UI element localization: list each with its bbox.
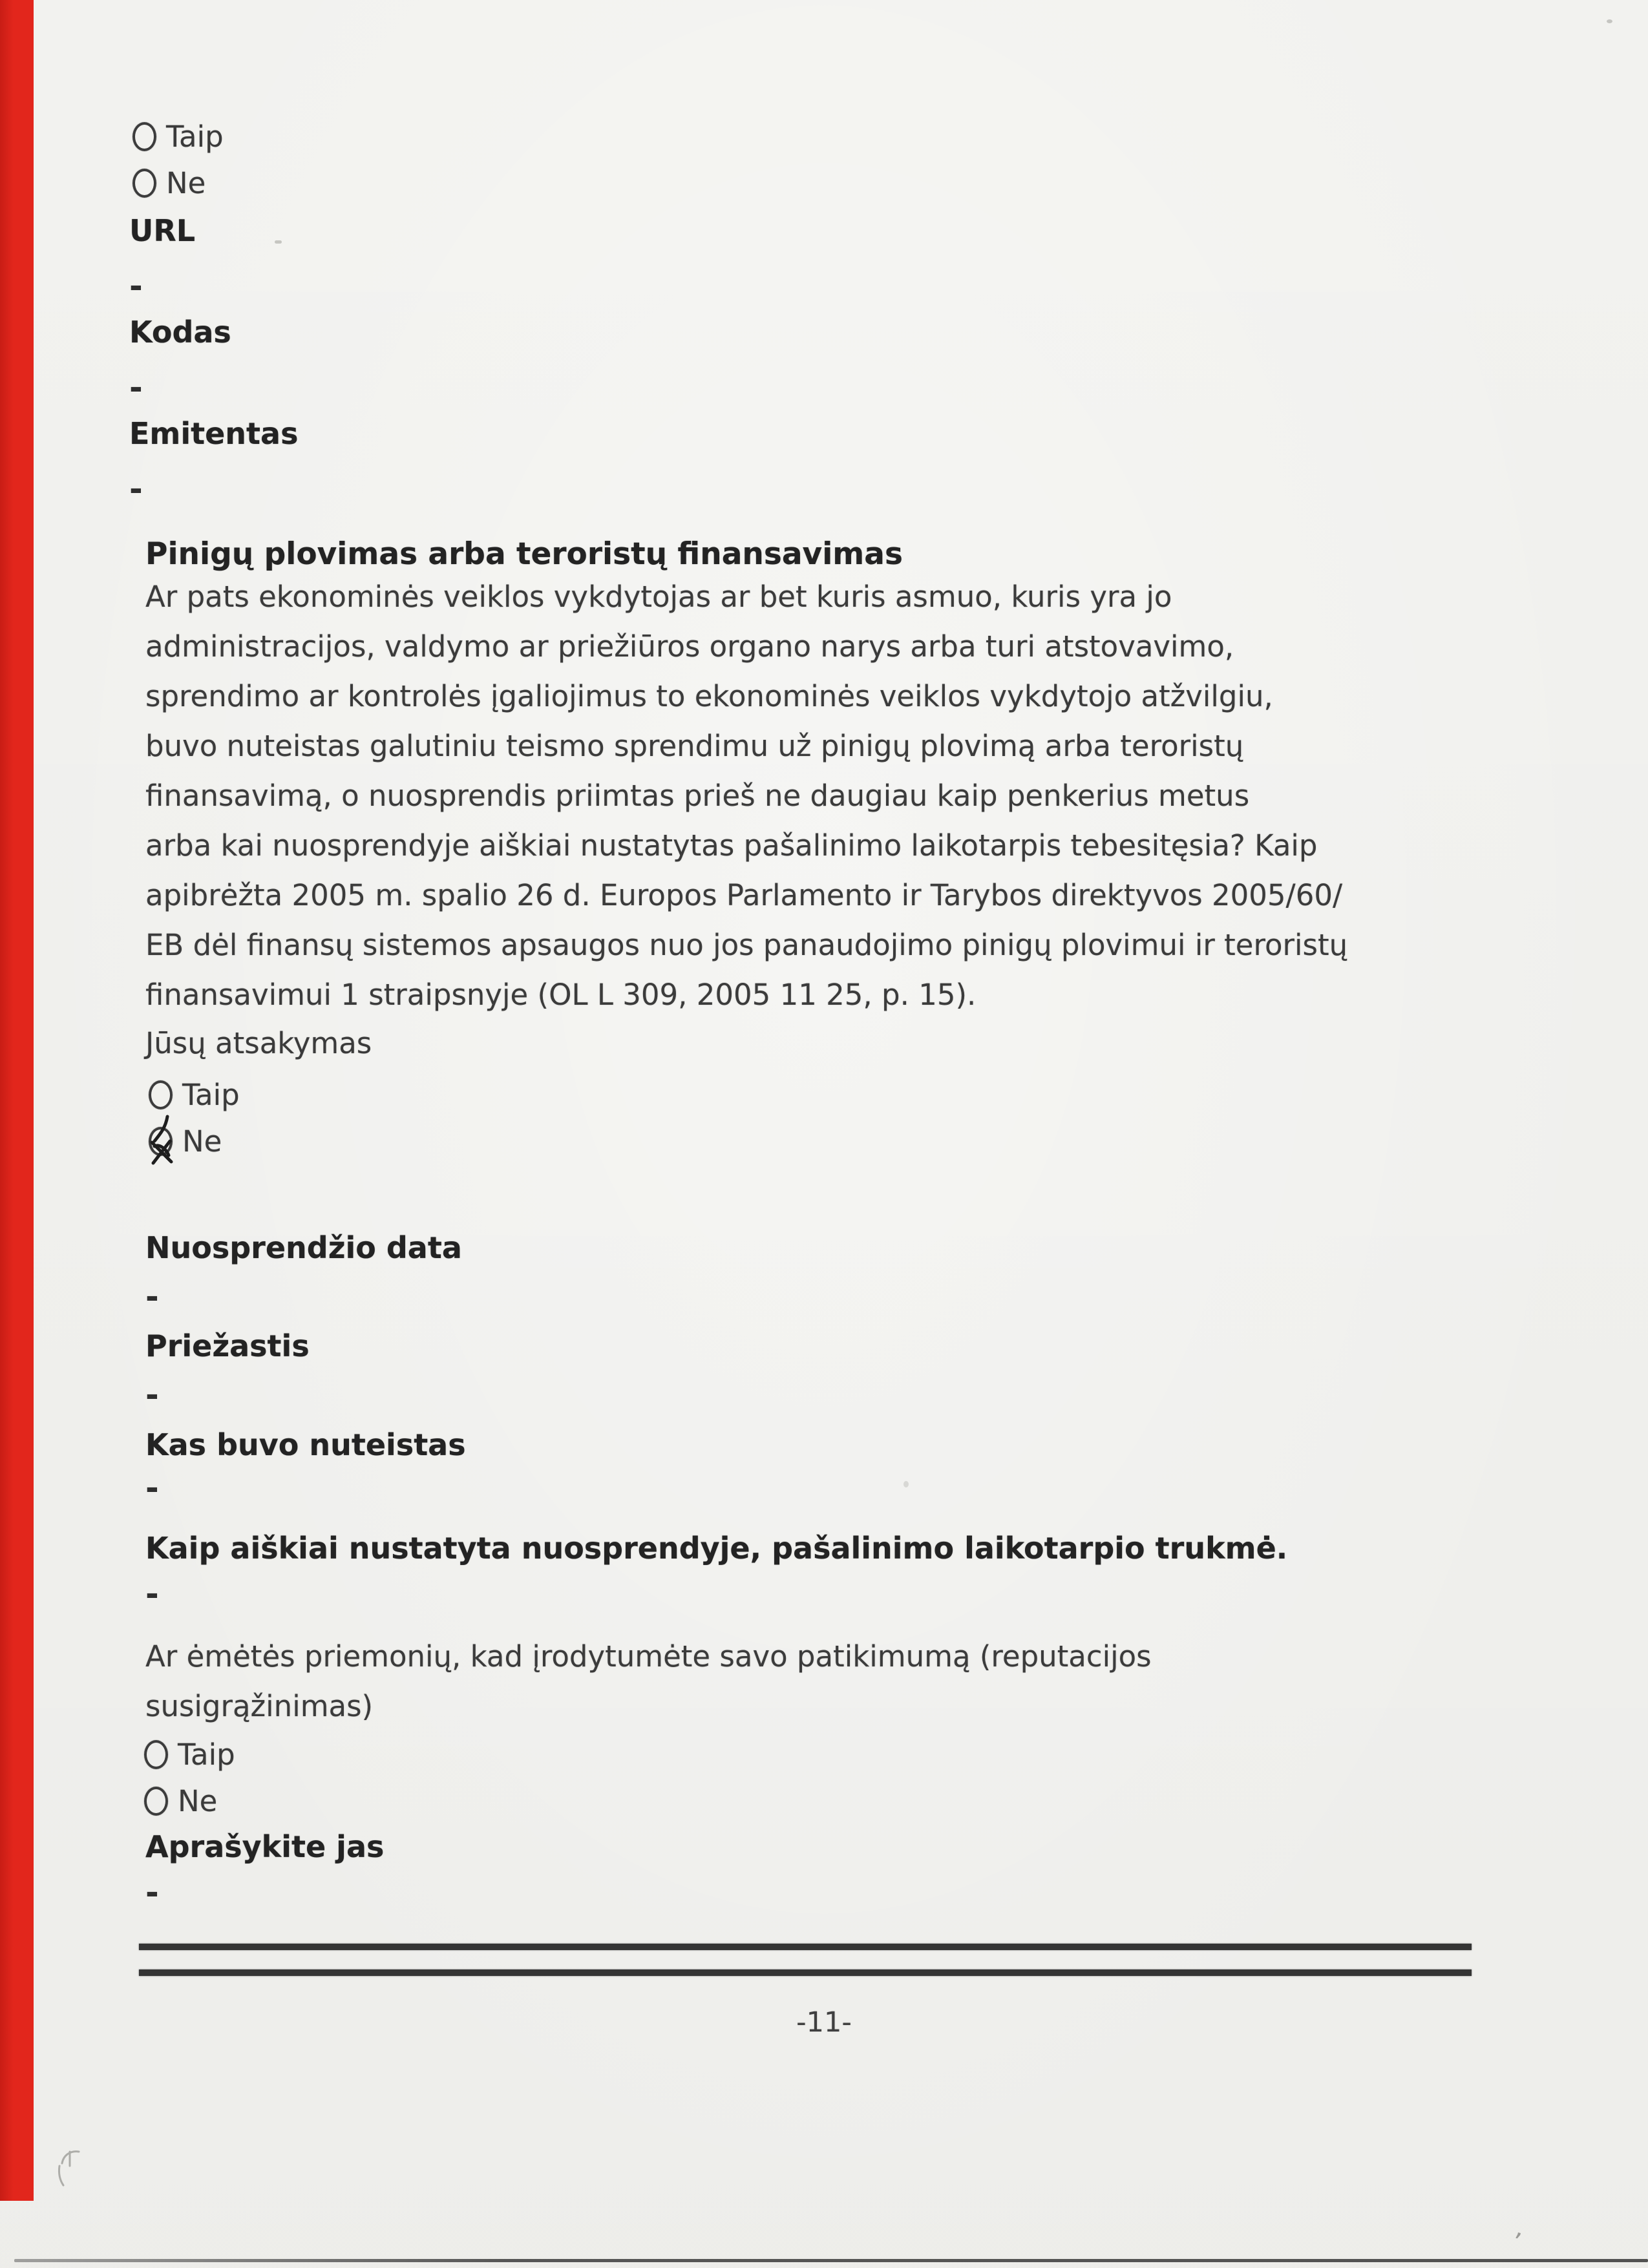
radio-button-icon[interactable]	[132, 122, 156, 151]
remedy-question-line: susigrąžinimas)	[145, 1689, 374, 1723]
question-body-line: administracijos, valdymo ar priežiūros organo narys arba turi atstovavimo,	[145, 629, 1234, 664]
question-body-line: finansavimui 1 straipsnyje (OL L 309, 2005 11 25, p. 15).	[145, 978, 977, 1012]
radio-label: Ne	[178, 1783, 218, 1818]
radio-label: Taip	[178, 1737, 235, 1772]
question-body-line: sprendimo ar kontrolės įgaliojimus to ekonominės veiklos vykdytojo atžvilgiu,	[145, 679, 1273, 713]
form-content	[129, 110, 1483, 1976]
scan-speck	[1607, 19, 1612, 23]
field-value-pasalinimo-trukme: -	[145, 1575, 159, 1613]
remedy-question-line: Ar ėmėtės priemonių, kad įrodytumėte savo patikimumą (reputacijos	[145, 1639, 1152, 1674]
field-label-url: URL	[129, 213, 196, 248]
radio-button-icon[interactable]	[144, 1740, 168, 1769]
question-body-line: EB dėl finansų sistemos apsaugos nuo jos panaudojimo pinigų plovimui ir teroristų	[145, 928, 1348, 962]
radio-button-icon[interactable]	[132, 169, 156, 198]
field-label-emitentas: Emitentas	[129, 416, 299, 451]
scan-pen-speck: ’	[1508, 2227, 1525, 2258]
field-label-nuosprendzio-data: Nuosprendžio data	[145, 1230, 462, 1265]
remedy-question	[145, 1632, 1483, 1731]
radio-label: Ne	[182, 1124, 222, 1159]
radio-label: Taip	[182, 1077, 240, 1112]
radio-option-taip	[144, 1731, 1483, 1778]
radio-button-icon[interactable]	[144, 1787, 168, 1816]
question-body-line: apibrėžta 2005 m. spalio 26 d. Europos Parlamento ir Tarybos direktyvos 2005/60/	[145, 878, 1343, 912]
horizontal-rule-top	[139, 1944, 1472, 1950]
field-value-kas-buvo-nuteistas: -	[145, 1469, 159, 1507]
radio-option-taip	[149, 1071, 1483, 1118]
field-label-kodas: Kodas	[129, 315, 231, 350]
question-body-line: Ar pats ekonominės veiklos vykdytojas ar bet kuris asmuo, kuris yra jo	[145, 580, 1172, 614]
describe-value: -	[145, 1874, 159, 1911]
paper-edge-shadow	[14, 2259, 1648, 2262]
question-title: Pinigų plovimas arba teroristų finansavimas	[145, 536, 903, 572]
question-body	[145, 572, 1483, 1020]
field-value-kodas: -	[129, 369, 143, 406]
question-body-line: buvo nuteistas galutiniu teismo sprendimu už pinigų plovimą arba teroristų	[145, 729, 1244, 763]
radio-option-ne-checked	[149, 1118, 1483, 1164]
horizontal-rule-bottom	[139, 1969, 1472, 1976]
scanner-red-strip	[0, 0, 34, 2201]
question-body-line: arba kai nuosprendyje aiškiai nustatytas pašalinimo laikotarpis tebesitęsia? Kaip	[145, 828, 1318, 863]
radio-button-icon[interactable]	[149, 1127, 173, 1156]
radio-button-icon[interactable]	[149, 1080, 173, 1109]
radio-option-ne	[144, 1778, 1483, 1824]
question-body-line: finansavimą, o nuosprendis priimtas prieš ne daugiau kaip penkerius metus	[145, 779, 1250, 813]
radio-option-taip	[132, 113, 1483, 160]
field-label-kas-buvo-nuteistas: Kas buvo nuteistas	[145, 1427, 466, 1462]
page-number: -11-	[796, 2006, 852, 2039]
field-value-emitentas: -	[129, 470, 143, 508]
pen-mark-icon	[145, 1113, 182, 1168]
field-value-nuosprendzio-data: -	[145, 1278, 159, 1316]
field-value-url: -	[129, 268, 143, 305]
pencil-squiggle-artifact	[50, 2144, 96, 2196]
field-value-priezastis: -	[145, 1376, 159, 1414]
radio-option-ne	[132, 160, 1483, 206]
scan-speck	[275, 240, 282, 244]
radio-label: Ne	[166, 165, 206, 200]
answer-label: Jūsų atsakymas	[145, 1026, 372, 1060]
scan-speck	[903, 1481, 909, 1487]
describe-label: Aprašykite jas	[145, 1829, 385, 1864]
radio-label: Taip	[166, 119, 224, 154]
field-label-priezastis: Priežastis	[145, 1328, 310, 1363]
field-label-pasalinimo-trukme: Kaip aiškiai nustatyta nuosprendyje, pašalinimo laikotarpio trukmė.	[145, 1531, 1288, 1566]
